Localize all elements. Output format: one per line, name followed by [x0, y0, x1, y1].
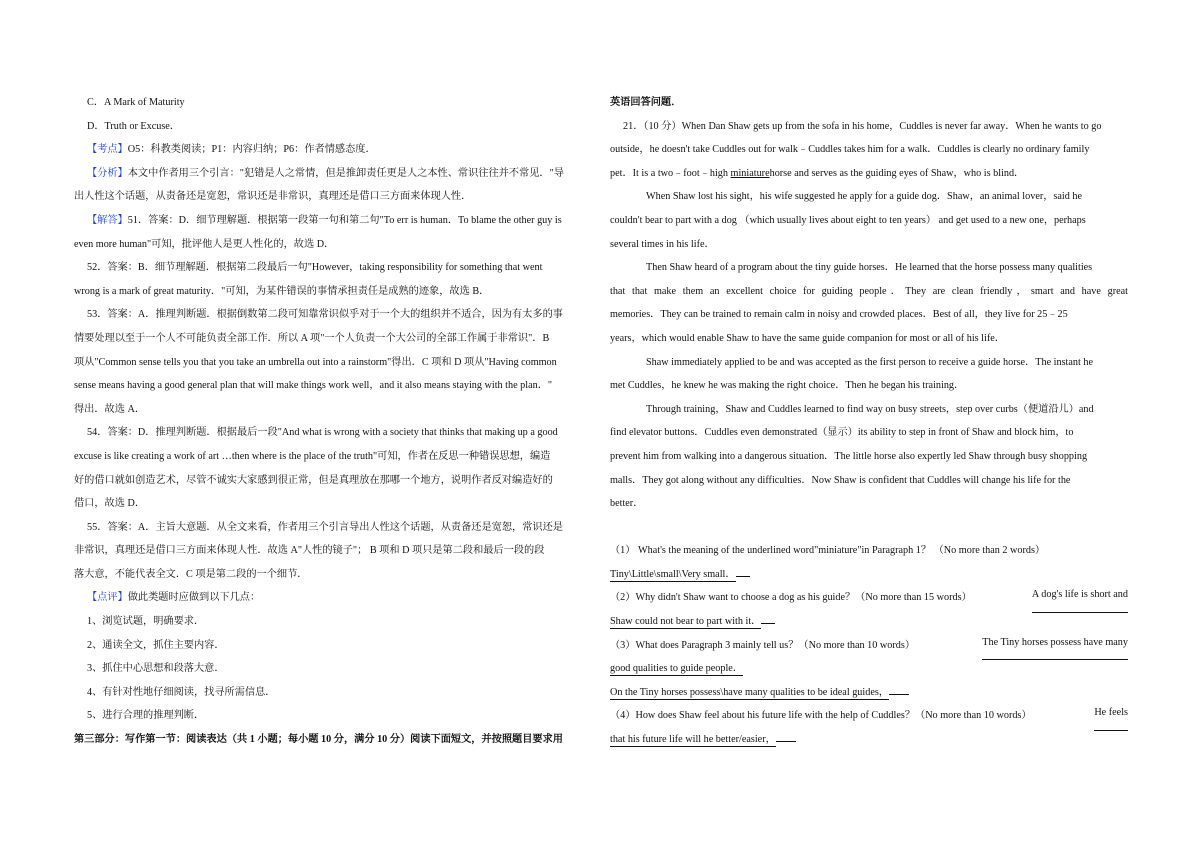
question-3-text: （3）What does Paragraph 3 mainly tell us？（No more than 10 words） [610, 639, 916, 651]
answer-51-cont: even more human"可知，批评他人是更人性化的，故选 D． [74, 238, 335, 250]
answer-54-cont-3: 借口，故选 D． [74, 498, 146, 510]
answer-54: 54．答案：D．推理判断题．根据最后一段"And what is wrong with a society that thinks that making up a good [87, 427, 558, 439]
jieda-tag: 【解答】 [87, 214, 128, 226]
answer-3-alt-line [610, 684, 1128, 708]
question-1: （1） What's the meaning of the underlined word"miniature"in Paragraph 1？ （No more than 2 words） [610, 545, 1046, 557]
tip-2: 2、通读全文，抓住主要内容． [87, 639, 225, 651]
option-c: C．A Mark of Maturity [87, 97, 185, 108]
passage-line-12: met Cuddles，he knew he was making the right choice．Then he began his training． [610, 380, 965, 392]
tip-3: 3、抓住中心思想和段落大意． [87, 663, 225, 675]
passage-line-4: When Shaw lost his sight，his wife suggested he apply for a guide dog．Shaw，an animal lover，said he [646, 191, 1083, 203]
answer-1-line [610, 566, 1128, 590]
section-heading-cont: 英语回答问题． [610, 97, 682, 108]
passage-line-1: 21．（10 分）When Dan Shaw gets up from the sofa in his home，Cuddles is never far away．When he wants to go [623, 120, 1102, 132]
right-column [610, 94, 1128, 755]
passage-line-15: prevent him from walking into a dangerous situation．The little horse also expertly led Shaw through busy shopping [610, 450, 1088, 462]
answer-4-blank [776, 741, 796, 742]
dianping-text: 做此类题时应做到以下几点： [127, 592, 261, 604]
fenxi-tag: 【分析】 [87, 167, 128, 179]
fenxi-line [74, 165, 590, 189]
underlined-word: miniature [730, 167, 770, 179]
answer-55: 55．答案：A．主旨大意题．从全文来看，作者用三个引言导出人性这个话题，从责备还是宽恕，常识还是 [87, 521, 563, 533]
kaodian-line [74, 141, 590, 165]
left-column [74, 94, 590, 755]
passage-line-9: memories．They can be trained to remain calm in noisy and crowded places．Best of all，they live for 25﹣25 [610, 309, 1068, 321]
question-2 [610, 589, 1128, 613]
passage-line-10: years，which would enable Shaw to have the same guide companion for most or all of his life． [610, 332, 1005, 344]
answer-52: 52．答案：B．细节理解题．根据第二段最后一句"However，taking responsibility for something that went [87, 262, 543, 274]
passage-line-8: that that make them an excellent choice for guiding people．They are clean friendly，smart and have great [610, 285, 1128, 297]
answer-3-blank [889, 694, 909, 695]
jieda-text: 51．答案：D．细节理解题．根据第一段第一句和第二句"To err is human．To blame the other guy is [127, 214, 562, 226]
jieda-line [74, 212, 590, 236]
passage-text: pet．It is a two﹣foot﹣high [610, 167, 731, 179]
dianping-line [74, 589, 590, 613]
answer-55-cont-2: 落大意，不能代表全文．C 项是第二段的一个细节． [74, 568, 308, 580]
tip-5: 5、进行合理的推理判断． [87, 710, 205, 722]
kaodian-text: O5：科教类阅读；P1：内容归纳；P6：作者情感态度． [127, 144, 376, 156]
passage-line-17: better． [610, 498, 644, 510]
passage-line-3 [610, 165, 1128, 189]
answer-54-cont-2: 好的借口就如创造艺术，尽管不诚实大家感到很正常，但是真理放在那哪一个地方，说明作者反对编造好的 [74, 474, 553, 486]
answer-1-blank [736, 576, 750, 577]
answer-2-line [610, 613, 1128, 637]
answer-4-line [610, 731, 1128, 755]
tip-4: 4、有针对性地仔细阅读，找寻所需信息． [87, 686, 276, 698]
answer-53-cont-2: 项从"Common sense tells you that you take an umbrella out into a rainstorm"得出．C 项和 D 项从"Having common [74, 356, 557, 368]
answer-53-cont-3: sense means having a good general plan that will make things work well，and it also means staying with the plan．" [74, 380, 553, 392]
passage-line-6: several times in his life． [610, 238, 715, 250]
passage-line-11: Shaw immediately applied to be and was accepted as the first person to receive a guide horse．The instant he [646, 356, 1093, 368]
answer-2a: A dog's life is short and [1032, 589, 1128, 613]
tip-1: 1、浏览试题，明确要求． [87, 616, 205, 628]
fenxi-text: 本文中作者用三个引言："犯错是人之常情，但是推卸责任更是人之本性、常识往往并不常见．"导 [127, 167, 564, 179]
passage-line-5: couldn't bear to part with a dog （which usually lives about eight to ten years） and get used to a new one，perhaps [610, 214, 1086, 226]
kaodian-tag: 【考点】 [87, 144, 128, 156]
passage-line-16: malls．They got along without any difficulties．Now Shaw is confident that Cuddles will change his life for the [610, 474, 1071, 486]
passage-text: horse and serves as the guiding eyes of Shaw，who is blind． [769, 167, 1025, 179]
answer-53-cont-1: 情要处理以至于一个人不可能负责全部工作．所以 A 项"一个人负责一个大公司的全部工作属于非常识"．B [74, 332, 550, 344]
answer-3c: On the Tiny horses possess\have many qualities to be ideal guides， [610, 686, 889, 698]
answer-3a: The Tiny horses possess have many [982, 637, 1128, 661]
fenxi-line-2: 出人性这个话题，从责备还是宽恕，常识还是非常识，真理还是借口三方面来体现人性． [74, 191, 472, 203]
question-3 [610, 637, 1128, 661]
passage-line-13: Through training，Shaw and Cuddles learned to find way on busy streets，step over curbs（便道沿儿）and [646, 403, 1094, 415]
answer-1: Tiny\Little\small\Very small． [610, 568, 736, 580]
option-d: D．Truth or Excuse． [87, 120, 181, 132]
answer-52-cont: wrong is a mark of great maturity．"可知，为某件错误的事情承担责任是成熟的迹象，故选 B． [74, 285, 490, 297]
answer-4a: He feels [1094, 707, 1128, 731]
blank-line [610, 519, 1128, 543]
answer-53-cont-4: 得出．故选 A． [74, 403, 146, 415]
question-4-text: （4）How does Shaw feel about his future life with the help of Cuddles？（No more than 10 words） [610, 710, 1032, 722]
question-2-text: （2）Why didn't Shaw want to choose a dog as his guide？（No more than 15 words） [610, 592, 972, 604]
answer-53: 53．答案：A．推理判断题．根据倒数第二段可知靠常识似乎对于一个大的组织并不适合，因为有太多的事 [87, 309, 563, 321]
question-4 [610, 707, 1128, 731]
answer-2-blank [761, 623, 775, 624]
passage-line-7: Then Shaw heard of a program about the tiny guide horses．He learned that the horse possess many qualities [646, 262, 1093, 274]
dianping-tag: 【点评】 [87, 592, 128, 604]
answer-4b: that his future life will he better/easier， [610, 734, 776, 746]
section-heading: 第三部分：写作第一节：阅读表达（共 1 小题；每小题 10 分，满分 10 分）阅读下面短文，并按照题目要求用 [74, 734, 563, 746]
answer-3-line [610, 660, 1128, 684]
answer-55-cont-1: 非常识，真理还是借口三方面来体现人性．故选 A"人性的镜子"； B 项和 D 项只是第二段和最后一段的段 [74, 545, 545, 557]
answer-3b: good qualities to guide people． [610, 663, 743, 675]
passage-line-14: find elevator buttons．Cuddles even demonstrated（显示）its ability to step in front of Shaw and block him，to [610, 427, 1074, 439]
answer-2b: Shaw could not bear to part with it． [610, 616, 762, 628]
passage-line-2: outside，he doesn't take Cuddles out for walk﹣Cuddles takes him for a walk．Cuddles is clearly no ordinary family [610, 144, 1090, 156]
answer-54-cont-1: excuse is like creating a work of art …then where is the place of the truth"可知，作者在反思一种错误思想，编造 [74, 450, 551, 462]
